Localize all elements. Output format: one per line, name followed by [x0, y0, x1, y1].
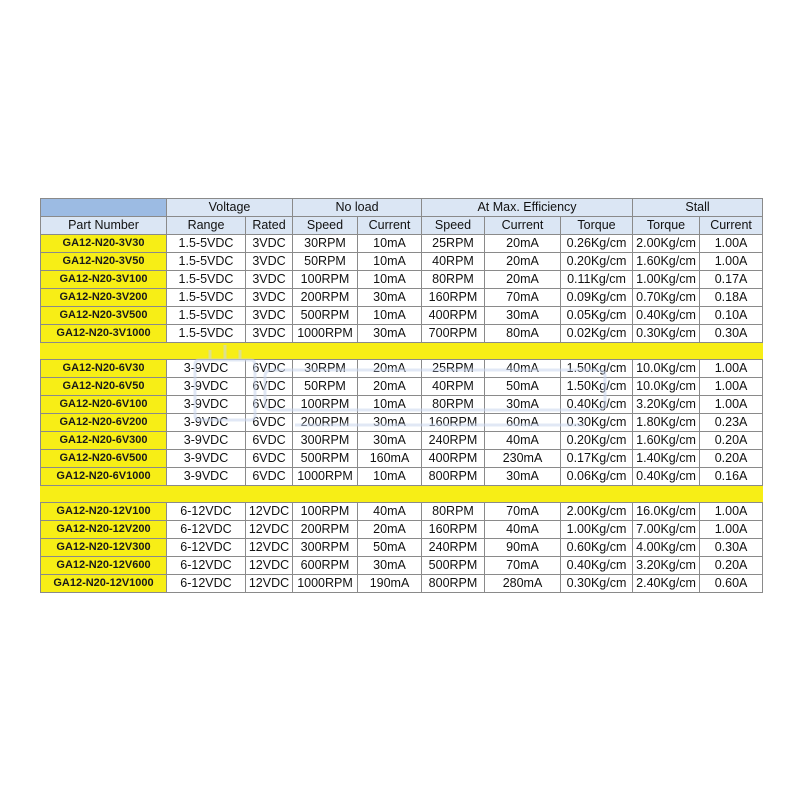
cell-rated: 3VDC [246, 289, 293, 307]
cell-stall-current: 0.20A [700, 557, 763, 575]
cell-maxeff-speed: 40RPM [422, 253, 485, 271]
cell-part-number: GA12-N20-12V300 [41, 539, 167, 557]
cell-stall-current: 0.30A [700, 539, 763, 557]
cell-maxeff-current: 280mA [485, 575, 561, 593]
cell-maxeff-speed: 400RPM [422, 450, 485, 468]
cell-maxeff-current: 50mA [485, 378, 561, 396]
cell-rated: 3VDC [246, 307, 293, 325]
cell-maxeff-torque: 0.09Kg/cm [561, 289, 633, 307]
cell-stall-current: 0.20A [700, 432, 763, 450]
cell-noload-current: 10mA [358, 307, 422, 325]
cell-maxeff-current: 70mA [485, 557, 561, 575]
cell-noload-current: 190mA [358, 575, 422, 593]
cell-stall-torque: 1.40Kg/cm [633, 450, 700, 468]
cell-maxeff-current: 40mA [485, 521, 561, 539]
header-group-voltage: Voltage [167, 199, 293, 217]
cell-noload-current: 30mA [358, 432, 422, 450]
table-row [41, 450, 763, 468]
header-column-row [41, 217, 763, 235]
cell-noload-speed: 1000RPM [293, 468, 358, 486]
cell-maxeff-speed: 80RPM [422, 503, 485, 521]
cell-stall-current: 0.30A [700, 325, 763, 343]
cell-maxeff-speed: 700RPM [422, 325, 485, 343]
header-group-no-load: No load [293, 199, 422, 217]
cell-range: 6-12VDC [167, 575, 246, 593]
header-group-row [41, 199, 763, 217]
cell-maxeff-current: 60mA [485, 414, 561, 432]
cell-part-number: GA12-N20-3V30 [41, 235, 167, 253]
cell-range: 3-9VDC [167, 450, 246, 468]
cell-maxeff-speed: 800RPM [422, 575, 485, 593]
spec-table-body [41, 235, 763, 593]
table-row [41, 307, 763, 325]
table-row [41, 271, 763, 289]
cell-maxeff-speed: 80RPM [422, 271, 485, 289]
cell-part-number: GA12-N20-3V200 [41, 289, 167, 307]
cell-range: 1.5-5VDC [167, 325, 246, 343]
cell-rated: 3VDC [246, 271, 293, 289]
cell-maxeff-speed: 25RPM [422, 360, 485, 378]
cell-maxeff-current: 90mA [485, 539, 561, 557]
cell-stall-current: 0.20A [700, 450, 763, 468]
cell-rated: 3VDC [246, 325, 293, 343]
cell-noload-speed: 30RPM [293, 360, 358, 378]
cell-maxeff-torque: 0.40Kg/cm [561, 557, 633, 575]
cell-noload-speed: 50RPM [293, 378, 358, 396]
cell-maxeff-torque: 1.50Kg/cm [561, 360, 633, 378]
cell-stall-current: 0.18A [700, 289, 763, 307]
cell-stall-current: 0.16A [700, 468, 763, 486]
cell-stall-current: 1.00A [700, 235, 763, 253]
cell-noload-speed: 30RPM [293, 235, 358, 253]
cell-part-number: GA12-N20-3V100 [41, 271, 167, 289]
cell-stall-torque: 3.20Kg/cm [633, 396, 700, 414]
cell-stall-torque: 7.00Kg/cm [633, 521, 700, 539]
cell-part-number: GA12-N20-6V500 [41, 450, 167, 468]
cell-part-number: GA12-N20-3V50 [41, 253, 167, 271]
cell-maxeff-torque: 1.50Kg/cm [561, 378, 633, 396]
cell-maxeff-torque: 0.20Kg/cm [561, 253, 633, 271]
group-separator [41, 343, 763, 360]
table-row [41, 289, 763, 307]
cell-noload-speed: 200RPM [293, 414, 358, 432]
cell-range: 1.5-5VDC [167, 289, 246, 307]
table-row [41, 360, 763, 378]
cell-maxeff-torque: 0.17Kg/cm [561, 450, 633, 468]
cell-noload-speed: 1000RPM [293, 575, 358, 593]
cell-noload-current: 160mA [358, 450, 422, 468]
cell-noload-current: 50mA [358, 539, 422, 557]
cell-maxeff-speed: 240RPM [422, 432, 485, 450]
cell-noload-speed: 300RPM [293, 539, 358, 557]
cell-maxeff-speed: 800RPM [422, 468, 485, 486]
cell-stall-current: 1.00A [700, 521, 763, 539]
cell-rated: 12VDC [246, 521, 293, 539]
cell-range: 3-9VDC [167, 396, 246, 414]
column-header-maxeff-speed: Speed [422, 217, 485, 235]
cell-stall-torque: 1.00Kg/cm [633, 271, 700, 289]
column-header-maxeff-current: Current [485, 217, 561, 235]
cell-noload-current: 40mA [358, 503, 422, 521]
cell-maxeff-current: 80mA [485, 325, 561, 343]
cell-maxeff-current: 70mA [485, 289, 561, 307]
table-row [41, 539, 763, 557]
cell-maxeff-current: 30mA [485, 396, 561, 414]
cell-maxeff-speed: 160RPM [422, 414, 485, 432]
cell-maxeff-speed: 400RPM [422, 307, 485, 325]
cell-noload-speed: 200RPM [293, 521, 358, 539]
cell-stall-current: 1.00A [700, 378, 763, 396]
cell-maxeff-current: 40mA [485, 360, 561, 378]
cell-rated: 12VDC [246, 575, 293, 593]
column-header-noload-current: Current [358, 217, 422, 235]
cell-part-number: GA12-N20-6V100 [41, 396, 167, 414]
cell-part-number: GA12-N20-6V300 [41, 432, 167, 450]
cell-range: 1.5-5VDC [167, 253, 246, 271]
cell-maxeff-torque: 0.40Kg/cm [561, 396, 633, 414]
cell-stall-torque: 4.00Kg/cm [633, 539, 700, 557]
column-header-maxeff-torque: Torque [561, 217, 633, 235]
cell-part-number: GA12-N20-3V1000 [41, 325, 167, 343]
cell-noload-speed: 200RPM [293, 289, 358, 307]
column-header-noload-speed: Speed [293, 217, 358, 235]
cell-range: 6-12VDC [167, 539, 246, 557]
cell-noload-speed: 100RPM [293, 271, 358, 289]
cell-stall-torque: 16.0Kg/cm [633, 503, 700, 521]
cell-rated: 6VDC [246, 450, 293, 468]
cell-part-number: GA12-N20-3V500 [41, 307, 167, 325]
cell-stall-torque: 2.40Kg/cm [633, 575, 700, 593]
cell-maxeff-current: 30mA [485, 468, 561, 486]
cell-stall-current: 1.00A [700, 360, 763, 378]
cell-noload-current: 30mA [358, 325, 422, 343]
cell-noload-speed: 300RPM [293, 432, 358, 450]
cell-rated: 12VDC [246, 503, 293, 521]
table-row [41, 503, 763, 521]
table-row [41, 253, 763, 271]
cell-rated: 6VDC [246, 432, 293, 450]
cell-noload-current: 10mA [358, 396, 422, 414]
cell-maxeff-speed: 500RPM [422, 557, 485, 575]
cell-range: 3-9VDC [167, 360, 246, 378]
table-row [41, 325, 763, 343]
cell-range: 6-12VDC [167, 521, 246, 539]
cell-range: 3-9VDC [167, 378, 246, 396]
cell-stall-current: 1.00A [700, 396, 763, 414]
cell-range: 1.5-5VDC [167, 307, 246, 325]
cell-noload-speed: 50RPM [293, 253, 358, 271]
cell-maxeff-speed: 160RPM [422, 521, 485, 539]
group-separator-cell [41, 343, 763, 360]
cell-maxeff-torque: 2.00Kg/cm [561, 503, 633, 521]
cell-maxeff-torque: 0.30Kg/cm [561, 414, 633, 432]
cell-maxeff-torque: 1.00Kg/cm [561, 521, 633, 539]
table-row [41, 378, 763, 396]
cell-noload-speed: 100RPM [293, 503, 358, 521]
cell-noload-speed: 500RPM [293, 450, 358, 468]
cell-maxeff-speed: 80RPM [422, 396, 485, 414]
column-header-stall-torque: Torque [633, 217, 700, 235]
cell-maxeff-speed: 160RPM [422, 289, 485, 307]
cell-noload-current: 30mA [358, 289, 422, 307]
group-separator-cell [41, 486, 763, 503]
table-row [41, 396, 763, 414]
table-row [41, 521, 763, 539]
cell-stall-torque: 3.20Kg/cm [633, 557, 700, 575]
cell-stall-torque: 1.60Kg/cm [633, 432, 700, 450]
cell-noload-speed: 100RPM [293, 396, 358, 414]
column-header-rated: Rated [246, 217, 293, 235]
cell-stall-torque: 0.70Kg/cm [633, 289, 700, 307]
cell-rated: 3VDC [246, 235, 293, 253]
cell-part-number: GA12-N20-6V1000 [41, 468, 167, 486]
cell-part-number: GA12-N20-12V1000 [41, 575, 167, 593]
cell-maxeff-torque: 0.26Kg/cm [561, 235, 633, 253]
cell-stall-torque: 0.40Kg/cm [633, 307, 700, 325]
cell-stall-torque: 2.00Kg/cm [633, 235, 700, 253]
cell-rated: 3VDC [246, 253, 293, 271]
cell-range: 3-9VDC [167, 468, 246, 486]
cell-stall-torque: 10.0Kg/cm [633, 378, 700, 396]
cell-maxeff-current: 20mA [485, 235, 561, 253]
cell-noload-current: 10mA [358, 271, 422, 289]
cell-range: 6-12VDC [167, 557, 246, 575]
cell-rated: 6VDC [246, 468, 293, 486]
cell-stall-current: 0.10A [700, 307, 763, 325]
cell-maxeff-speed: 25RPM [422, 235, 485, 253]
cell-maxeff-torque: 0.11Kg/cm [561, 271, 633, 289]
cell-maxeff-torque: 0.05Kg/cm [561, 307, 633, 325]
cell-maxeff-current: 20mA [485, 271, 561, 289]
table-row [41, 414, 763, 432]
column-header-range: Range [167, 217, 246, 235]
cell-stall-torque: 0.30Kg/cm [633, 325, 700, 343]
cell-maxeff-torque: 0.20Kg/cm [561, 432, 633, 450]
cell-range: 6-12VDC [167, 503, 246, 521]
cell-noload-current: 10mA [358, 235, 422, 253]
cell-noload-current: 30mA [358, 557, 422, 575]
cell-part-number: GA12-N20-12V100 [41, 503, 167, 521]
cell-noload-current: 30mA [358, 414, 422, 432]
cell-stall-current: 0.17A [700, 271, 763, 289]
table-row [41, 557, 763, 575]
cell-maxeff-torque: 0.02Kg/cm [561, 325, 633, 343]
cell-noload-current: 20mA [358, 360, 422, 378]
cell-range: 1.5-5VDC [167, 235, 246, 253]
header-group-max-efficiency: At Max. Efficiency [422, 199, 633, 217]
cell-noload-speed: 500RPM [293, 307, 358, 325]
motor-spec-table [40, 198, 763, 593]
cell-rated: 12VDC [246, 539, 293, 557]
cell-part-number: GA12-N20-6V200 [41, 414, 167, 432]
cell-rated: 12VDC [246, 557, 293, 575]
cell-range: 3-9VDC [167, 414, 246, 432]
cell-stall-torque: 10.0Kg/cm [633, 360, 700, 378]
cell-noload-speed: 1000RPM [293, 325, 358, 343]
cell-maxeff-current: 20mA [485, 253, 561, 271]
cell-noload-current: 10mA [358, 253, 422, 271]
cell-maxeff-current: 230mA [485, 450, 561, 468]
cell-noload-current: 10mA [358, 468, 422, 486]
cell-part-number: GA12-N20-6V30 [41, 360, 167, 378]
cell-part-number: GA12-N20-12V200 [41, 521, 167, 539]
cell-stall-current: 1.00A [700, 253, 763, 271]
table-row [41, 432, 763, 450]
table-row [41, 235, 763, 253]
column-header-stall-current: Current [700, 217, 763, 235]
cell-maxeff-speed: 40RPM [422, 378, 485, 396]
cell-maxeff-current: 70mA [485, 503, 561, 521]
table-row [41, 468, 763, 486]
cell-stall-torque: 0.40Kg/cm [633, 468, 700, 486]
cell-rated: 6VDC [246, 414, 293, 432]
cell-maxeff-speed: 240RPM [422, 539, 485, 557]
cell-range: 1.5-5VDC [167, 271, 246, 289]
table-row [41, 575, 763, 593]
cell-stall-current: 1.00A [700, 503, 763, 521]
header-group-stall: Stall [633, 199, 763, 217]
cell-stall-torque: 1.60Kg/cm [633, 253, 700, 271]
cell-rated: 6VDC [246, 360, 293, 378]
cell-part-number: GA12-N20-12V600 [41, 557, 167, 575]
cell-maxeff-torque: 0.60Kg/cm [561, 539, 633, 557]
cell-maxeff-torque: 0.30Kg/cm [561, 575, 633, 593]
cell-noload-current: 20mA [358, 378, 422, 396]
cell-stall-current: 0.60A [700, 575, 763, 593]
header-corner-cell [41, 199, 167, 217]
cell-maxeff-current: 40mA [485, 432, 561, 450]
group-separator [41, 486, 763, 503]
cell-rated: 6VDC [246, 396, 293, 414]
cell-maxeff-torque: 0.06Kg/cm [561, 468, 633, 486]
cell-part-number: GA12-N20-6V50 [41, 378, 167, 396]
cell-rated: 6VDC [246, 378, 293, 396]
cell-range: 3-9VDC [167, 432, 246, 450]
cell-stall-current: 0.23A [700, 414, 763, 432]
cell-noload-speed: 600RPM [293, 557, 358, 575]
column-header-part-number: Part Number [41, 217, 167, 235]
cell-noload-current: 20mA [358, 521, 422, 539]
cell-stall-torque: 1.80Kg/cm [633, 414, 700, 432]
motor-spec-table-container [40, 198, 762, 593]
cell-maxeff-current: 30mA [485, 307, 561, 325]
